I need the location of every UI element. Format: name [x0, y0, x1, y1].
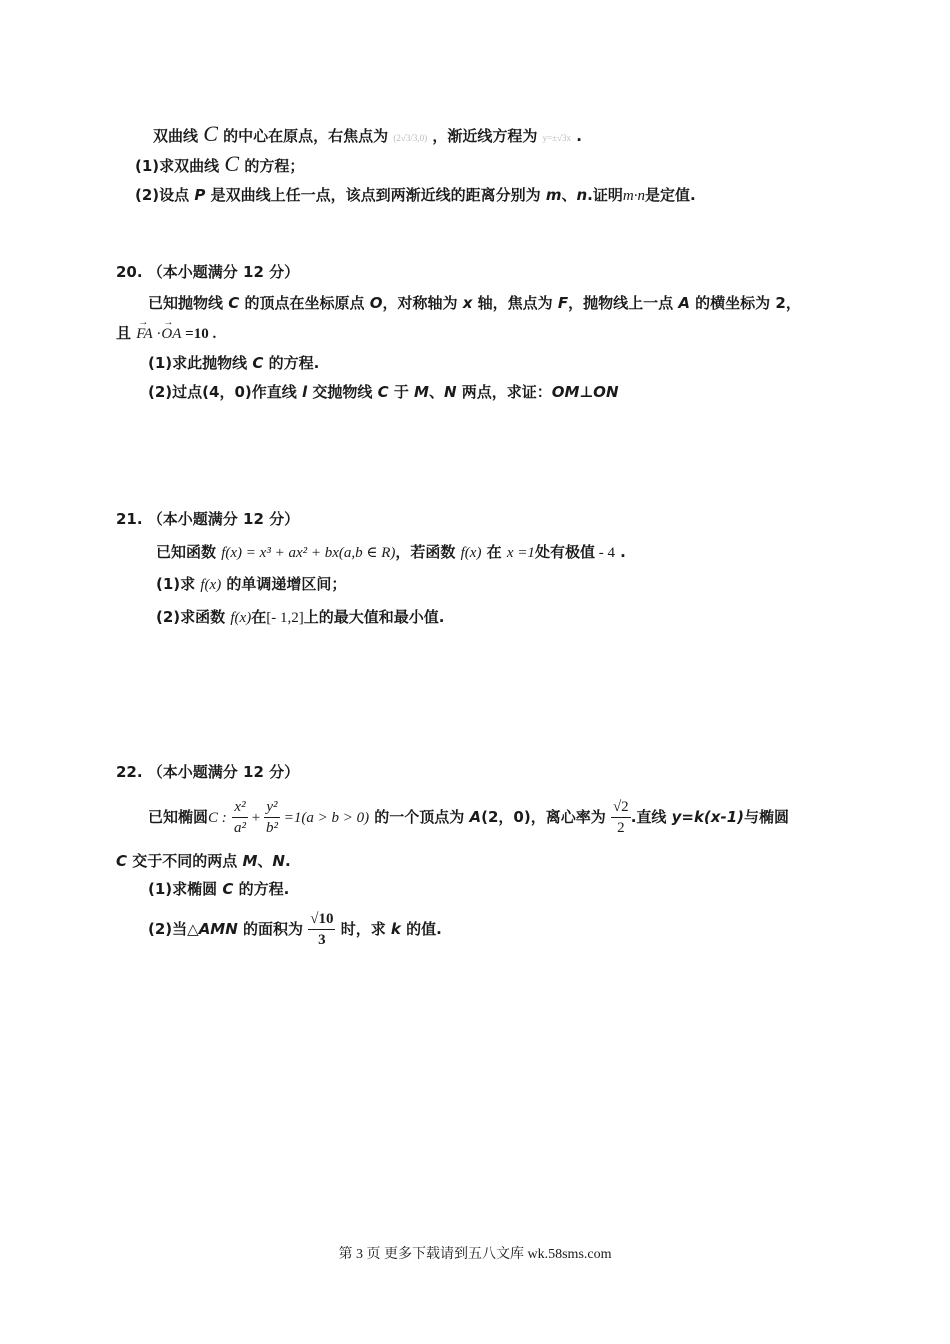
math-var: k: [390, 920, 401, 938]
math-var: m: [545, 186, 562, 204]
text: 双曲线: [153, 127, 199, 145]
math-var: C: [203, 121, 218, 146]
text: 与椭圆: [743, 808, 789, 826]
fraction-x2-a2: [232, 797, 248, 838]
math-var: N: [272, 852, 285, 870]
text: (1)求此抛物线: [148, 354, 253, 372]
q22-header: 22. （本小题满分 12 分）: [116, 763, 300, 781]
text: 的方程.: [233, 880, 290, 898]
text: 已知函数: [156, 543, 222, 561]
q21-header: 21. （本小题满分 12 分）: [116, 510, 300, 528]
q22-intro: [148, 795, 789, 840]
text: 处有极值: [534, 543, 595, 561]
text: 、: [428, 383, 444, 401]
denominator: b²: [265, 820, 278, 836]
math-var: O: [369, 294, 383, 312]
math-var: C: [377, 383, 389, 401]
q19-intro: [153, 123, 582, 149]
math-var: AMN: [198, 920, 238, 938]
text: ，对称轴为: [382, 294, 463, 312]
text: (1)求椭圆: [148, 880, 223, 898]
text: 轴，焦点为: [472, 294, 558, 312]
q21-intro: [156, 541, 626, 564]
math-expr: f(x): [200, 577, 222, 593]
q20-part2: [148, 381, 619, 403]
text: 是定值.: [644, 186, 696, 204]
math-value: - 4: [594, 545, 615, 561]
q19-part2: [135, 184, 696, 207]
text: (2)当△: [148, 920, 199, 938]
text: (1)求双曲线: [135, 157, 220, 175]
math-var: F: [557, 294, 569, 312]
math-var: A: [469, 808, 482, 826]
numerator: y²: [264, 797, 280, 818]
function-definition: f(x) = x³ + ax² + bx(a,b ∈ R): [221, 545, 396, 561]
q22-part2: [148, 907, 442, 951]
math-var: M: [414, 383, 429, 401]
denominator: 3: [318, 932, 326, 948]
text: 的横坐标为 2，: [689, 294, 801, 312]
text: 是双曲线上任一点，该点到两渐近线的距离分别为: [205, 186, 546, 204]
q22-intro-cont: [116, 850, 291, 872]
vector-fa: → FA: [136, 323, 152, 345]
text: 的值.: [400, 920, 442, 938]
text: (2)过点(4，0)作直线: [148, 383, 302, 401]
line-equation: y=k(x-1): [671, 808, 744, 826]
math-expr: f(x): [460, 545, 482, 561]
math-var: A: [678, 294, 690, 312]
q22-part1: [148, 878, 289, 900]
text: =10 .: [181, 326, 217, 342]
text: .证明: [587, 186, 623, 204]
numerator: x²: [232, 797, 248, 818]
math-var: C: [222, 880, 234, 898]
dot-operator: ·: [152, 326, 162, 342]
math-var: C: [116, 852, 128, 870]
focus-formula-image: (2√3/3,0): [393, 133, 428, 143]
text: .: [614, 543, 626, 561]
text: (1)求: [156, 575, 201, 593]
text: 在: [251, 608, 267, 626]
text: 的单调递增区间；: [221, 575, 347, 593]
math-var: N: [444, 383, 457, 401]
fraction-sqrt2-2: [611, 797, 631, 838]
q21-part2: [156, 606, 444, 629]
math-var: P: [194, 186, 206, 204]
text: 、: [257, 852, 273, 870]
math-var: l: [301, 383, 308, 401]
text: 在: [481, 543, 507, 561]
text: 于: [388, 383, 415, 401]
text: .: [576, 127, 582, 145]
q20-part1: [148, 352, 319, 374]
plus: +: [248, 810, 264, 826]
math-var: n: [576, 186, 588, 204]
text: (2)求函数: [156, 608, 231, 626]
text: 交于不同的两点: [127, 852, 243, 870]
text: 两点，求证：: [456, 383, 552, 401]
text: 的一个顶点为: [369, 808, 470, 826]
math-var: M: [242, 852, 258, 870]
text: .直线: [630, 808, 672, 826]
fraction-sqrt10-3: [308, 909, 335, 950]
numerator: √2: [611, 797, 631, 818]
q20-intro: [148, 292, 801, 314]
text: 时，求: [335, 920, 391, 938]
interval: [- 1,2]: [266, 610, 304, 626]
math-expr: OM⊥ON: [551, 383, 619, 401]
math-expr: m·n: [622, 188, 645, 204]
denominator: 2: [617, 820, 625, 836]
vector-oa: → OA: [161, 323, 181, 345]
q20-header: 20. （本小题满分 12 分）: [116, 263, 300, 281]
text: 且: [116, 324, 132, 342]
text: 已知抛物线: [148, 294, 229, 312]
text: 的方程.: [263, 354, 320, 372]
q21-part1: [156, 573, 346, 596]
text: 、: [561, 186, 577, 204]
math-expr: f(x): [230, 610, 252, 626]
text: 的方程；: [244, 157, 305, 175]
text: 交抛物线: [307, 383, 378, 401]
text: ，渐近线方程为: [432, 127, 538, 145]
text: (2，0)，离心率为: [481, 808, 611, 826]
q19-part1: [135, 153, 304, 177]
math-var: x: [462, 294, 473, 312]
math-var: C: [252, 354, 264, 372]
denominator: a²: [234, 820, 246, 836]
text: 上的最大值和最小值.: [303, 608, 445, 626]
q20-condition: [116, 322, 216, 345]
text: 的面积为: [237, 920, 309, 938]
page-footer: 第 3 页 更多下载请到五八文库 wk.58sms.com: [338, 1247, 612, 1262]
fraction-y2-b2: [264, 797, 280, 838]
text: 的中心在原点，右焦点为: [223, 127, 389, 145]
numerator: √10: [308, 909, 335, 930]
asymptote-formula-image: y=±√3x: [542, 133, 572, 143]
text: (2)设点: [135, 186, 195, 204]
text: ，若函数: [395, 543, 461, 561]
text: 已知椭圆: [148, 808, 209, 826]
math-var: C: [228, 294, 240, 312]
math-expr: C :: [208, 810, 227, 826]
text: ，抛物线上一点: [568, 294, 679, 312]
math-expr: x =1: [506, 545, 535, 561]
text: .: [284, 852, 291, 870]
math-var: C: [224, 151, 240, 176]
equation-condition: =1(a > b > 0): [279, 810, 370, 826]
text: 的顶点在坐标原点: [239, 294, 370, 312]
